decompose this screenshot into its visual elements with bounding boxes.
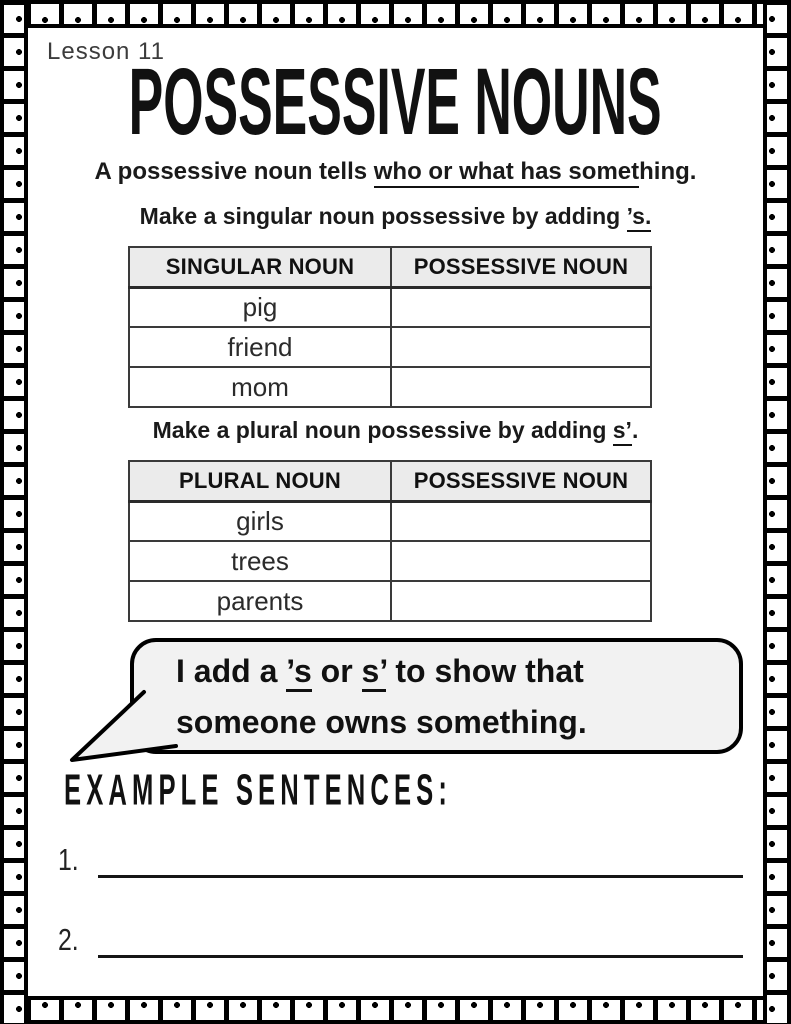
singular-rule-pre: Make a singular noun possessive by adding bbox=[139, 203, 627, 229]
column-header-singular-noun: SINGULAR NOUN bbox=[129, 247, 391, 287]
table-row bbox=[129, 367, 651, 407]
answer-cell bbox=[391, 367, 651, 407]
speech-bubble-line-2: someone owns something. bbox=[176, 704, 587, 740]
noun-cell: mom bbox=[129, 367, 391, 407]
speech-bubble bbox=[130, 638, 743, 754]
table-row bbox=[129, 581, 651, 621]
page-title: POSSESSIVE NOUNS bbox=[129, 49, 662, 155]
example-sentence-1 bbox=[58, 836, 743, 878]
example-number-2: 2. bbox=[58, 921, 79, 957]
example-number-1: 1. bbox=[58, 841, 79, 877]
column-header-possessive-noun: POSSESSIVE NOUN bbox=[391, 247, 651, 287]
bubble-text: or bbox=[311, 653, 362, 689]
decorative-border-left bbox=[0, 0, 28, 1024]
answer-cell bbox=[391, 501, 651, 541]
singular-rule-underlined: ’s. bbox=[627, 203, 652, 232]
blank-writing-line-1 bbox=[98, 836, 743, 878]
noun-cell: pig bbox=[129, 287, 391, 327]
table-row bbox=[129, 327, 651, 367]
answer-cell bbox=[391, 287, 651, 327]
column-header-plural-noun: PLURAL NOUN bbox=[129, 461, 391, 501]
decorative-border-bottom bbox=[26, 996, 765, 1024]
lesson-label: Lesson 11 bbox=[47, 38, 165, 65]
plural-rule-pre: Make a plural noun possessive by adding bbox=[152, 417, 613, 443]
plural-rule-sentence bbox=[0, 417, 791, 444]
bubble-underlined-s-apostrophe: s’ bbox=[362, 653, 387, 692]
noun-cell: trees bbox=[129, 541, 391, 581]
noun-cell: parents bbox=[129, 581, 391, 621]
intro-pre: A possessive noun tells bbox=[94, 158, 374, 185]
bubble-text: I add a bbox=[176, 653, 287, 689]
blank-writing-line-2 bbox=[98, 916, 743, 958]
noun-cell: girls bbox=[129, 501, 391, 541]
singular-noun-table bbox=[128, 246, 652, 408]
table-row bbox=[129, 287, 651, 327]
plural-rule-underlined: s’ bbox=[613, 417, 632, 446]
decorative-border-top bbox=[26, 0, 765, 28]
bubble-text: to show that bbox=[386, 653, 584, 689]
title-wrap bbox=[0, 48, 791, 155]
example-sentences-heading: EXAMPLE SENTENCES: bbox=[64, 766, 453, 815]
table-header-row bbox=[129, 461, 651, 501]
plural-rule-post: . bbox=[631, 417, 639, 443]
intro-sentence bbox=[0, 158, 791, 186]
table-row bbox=[129, 541, 651, 581]
example-sentence-2 bbox=[58, 916, 743, 958]
table-row bbox=[129, 501, 651, 541]
answer-cell bbox=[391, 327, 651, 367]
decorative-border-right bbox=[763, 0, 791, 1024]
singular-rule-sentence bbox=[0, 203, 791, 230]
answer-cell bbox=[391, 581, 651, 621]
speech-bubble-tail bbox=[70, 690, 182, 764]
column-header-possessive-noun: POSSESSIVE NOUN bbox=[391, 461, 651, 501]
speech-bubble-line-1 bbox=[176, 646, 729, 697]
bubble-underlined-apostrophe-s: ’s bbox=[286, 653, 312, 692]
noun-cell: friend bbox=[129, 327, 391, 367]
intro-underlined: who or what has somet bbox=[374, 158, 639, 188]
intro-post: hing. bbox=[639, 158, 697, 185]
answer-cell bbox=[391, 541, 651, 581]
table-header-row bbox=[129, 247, 651, 287]
plural-noun-table bbox=[128, 460, 652, 622]
